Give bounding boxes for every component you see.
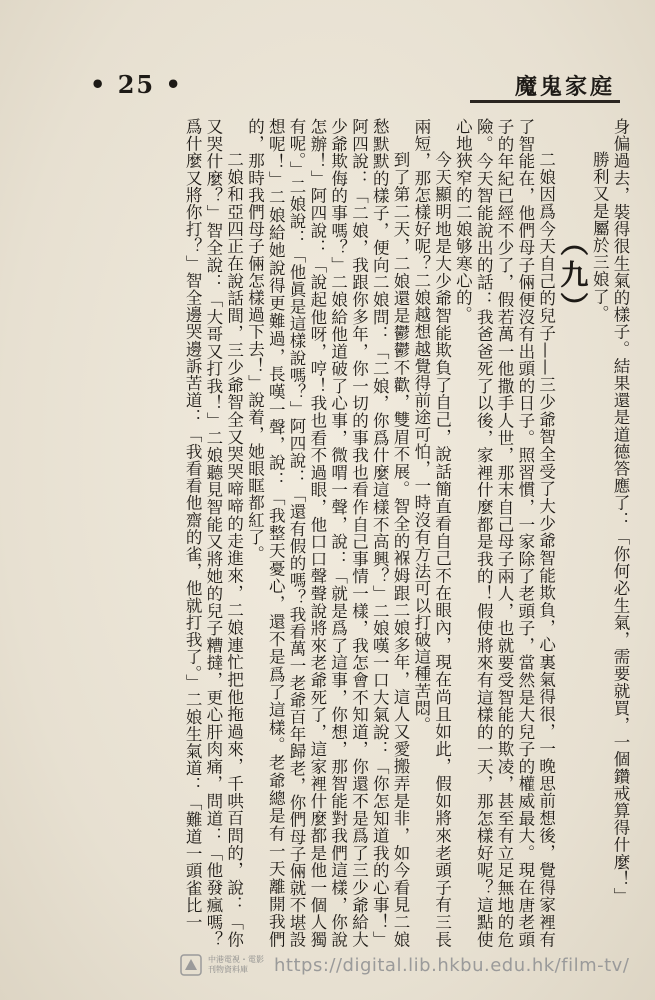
paragraph: 二娘因爲今天自己的兒子——三少爺智全受了大少爺智能欺負，心裏氣得很，一晚思前想後，覺得家裡有了智能在，他們母子倆便沒有出頭的日子。照習慣，一家除了老頭子，當然是大兒子的權威最大。現在唐老頭子的年紀已經不少了，假若萬一他撒手人世，那末自己母子兩人，也就要受智能的欺凌，甚至有立足無地的危險。今天智能說出的話：我爸爸死了以後，家裡什麼都是我的！假使將來有這樣的一天，那怎樣好呢？這點使心地狹窄的二娘够寒心的。 [453,118,556,948]
paragraph: 勝利又是屬於三娘了。 [590,151,610,322]
paragraph: 今天顯明地是大少爺智能欺負了自己，說話簡直看自己不在眼內，現在尚且如此，假如將來老頭子有三長兩短，那怎樣好呢？二娘越想越覺得前途可怕，一時沒有方法可以打破這種苦悶。 [411,118,452,948]
archive-url[interactable]: https://digital.lib.hkbu.edu.hk/film-tv/ [274,954,630,976]
watermark-footer [180,954,629,976]
paragraph: 身偏過去，裝得很生氣的樣子。結果還是道德答應了：「你何必生氣，需要就買，一個鑽戒算得什麼！」 [611,118,630,905]
header-divider [470,100,620,103]
running-header-title: 魔鬼家庭 [515,74,616,100]
archive-name: 中港電視・電影刊物資料庫 [208,955,264,974]
page-number: • 25 • [90,70,183,99]
chapter-heading: （九） [556,228,590,324]
paragraph: 到了第二天，二娘還是鬱鬱不歡，雙眉不展。智全的褓姆跟二娘多年，這人又愛搬弄是非，如今看見二娘愁默默的樣子，便向二娘問：「二娘，你爲什麼這樣不高興？」二娘嘆一口大氣說：「你怎知道我的心事！」阿四說：「二娘，我跟你多年，你一切的事我也看作自己事情一樣，我怎會不知道，你還不是爲了三少爺給大少爺欺侮的事嗎？」二娘給他道破了心事，微喟一聲，說：「就是爲了這事，你想，那智能對我們這樣，你說怎辦！」阿四說：「說起他呀，哼！我也看不過眼，他口口聲聲說將來老爺死了，這家裡什麼都是他一個人獨有呢。」二娘說：「他眞是這樣說嗎？」阿四說：「還有假的嗎？我看萬一老爺百年歸老，你們母子倆就不堪設想呢！」二娘給她說得更難過，長嘆一聲，說：「我整天憂心，還不是爲了這樣。老爺總是有一天離開我們的，那時我們母子倆怎樣過下去！」說着，她眼眶都紅了。 [245,118,411,948]
body-text [70,118,630,948]
paragraph: 二娘和亞四正在說話間，三少爺智全又哭哭啼啼的走進來，二娘連忙把他拖過來，千哄百問的，說：「你又哭什麼？」智全說：「大哥又打我！」二娘聽見智能又將她的兒子糟撻，更心肝肉痛，問道：「他發瘋嗎？爲什麼又將你打？」智全邊哭邊訴苦道：「我看看他齋的雀，他就打我了。」二娘生氣道：「難道一頭雀比一 [183,118,244,948]
archive-logo-icon [180,954,202,976]
